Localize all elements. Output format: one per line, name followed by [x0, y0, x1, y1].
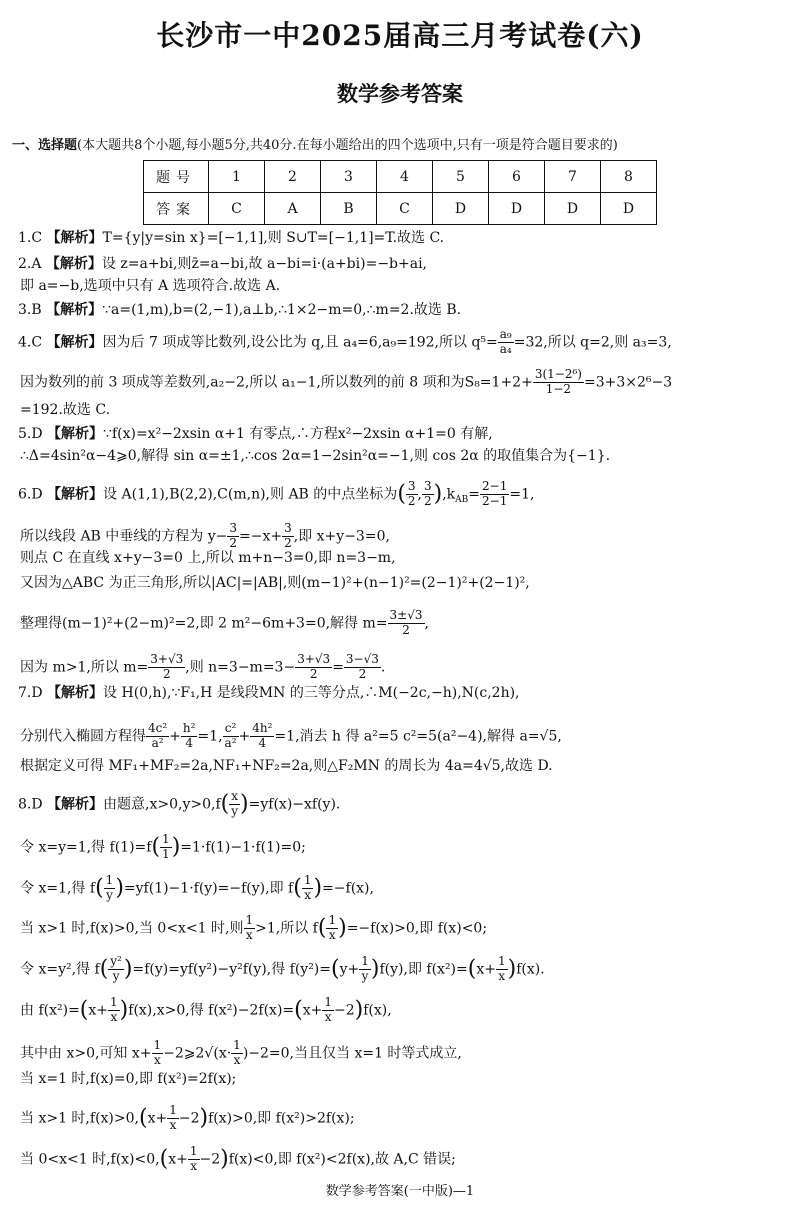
solution-q7-line3: 根据定义可得 MF₁+MF₂=2a,NF₁+NF₂=2a,则△F₂MN 的周长为 4a=4√5,故选 D.	[20, 758, 553, 774]
solution-q4-line2: 因为数列的前 3 项成等差数列,a₂−2,所以 a₁−1,所以数列的前 8 项和为S₈=1+2+ $\frac{\text{3(1−2⁶)}}{1-2}$ =3+3×2⁶−3	[20, 367, 673, 396]
solution-q3: 3.B 【解析】∵a=(1,m),b=(2,−1),a⊥b,∴1×2−m=0,∴m=2.故选 B.	[18, 302, 462, 318]
answer-table-row-numbers	[144, 161, 657, 193]
fraction: $\frac{\text{a₉}}{\text{a₄}}$	[499, 327, 512, 356]
solution-q8-line8: 当 x=1 时,f(x)=0,即 f(x²)=2f(x);	[20, 1071, 237, 1087]
answer-cell: B	[321, 193, 377, 225]
question-number-cell: 2	[265, 161, 321, 193]
question-number-cell: 5	[433, 161, 489, 193]
solution-q8-line9: 当 x>1 时,f(x)>0,(x+ $\frac{1}{x}$ −2)f(x)>0,即 f(x²)>2f(x);	[20, 1103, 355, 1132]
solution-q8: 8.D 【解析】由题意,x>0,y>0,f( $\frac{x}{y}$ )=yf(x)−xf(y).	[18, 789, 341, 818]
page-subtitle: 数学参考答案	[337, 82, 463, 106]
solution-q5-line2: ∴Δ=4sin²α−4⩾0,解得 sin α=±1,∴cos 2α=1−2sin²α=−1,则 cos 2α 的取值集合为{−1}.	[20, 448, 611, 464]
solution-q5: 5.D 【解析】∵f(x)=x²−2xsin α+1 有零点,∴方程x²−2xsin α+1=0 有解,	[18, 426, 493, 442]
solution-q6-line5: 整理得(m−1)²+(2−m)²=2,即 2 m²−6m+3=0,解得 m= $\frac{3\pm√3}{2}$ ,	[20, 608, 429, 637]
answer-cell: D	[545, 193, 601, 225]
fraction: $\frac{\text{3(1−2⁶)}}{1-2}$	[534, 367, 582, 396]
table-header-cell: 题号	[144, 161, 209, 193]
answer-cell: C	[209, 193, 265, 225]
solution-q6-line4: 又因为△ABC 为正三角形,所以|AC|=|AB|,则(m−1)²+(n−1)²=(2−1)²+(2−1)²,	[20, 575, 530, 591]
answer-cell: D	[601, 193, 657, 225]
table-header-cell: 答案	[144, 193, 209, 225]
analysis-tag: 【解析】	[46, 334, 103, 351]
solution-q4-line3: =192.故选 C.	[20, 402, 111, 418]
question-number-cell: 6	[489, 161, 545, 193]
analysis-tag: 【解析】	[47, 486, 104, 503]
solution-q2-line2: 即 a=−b,选项中只有 A 选项符合.故选 A.	[20, 278, 281, 294]
question-number-cell: 7	[545, 161, 601, 193]
analysis-tag: 【解析】	[47, 426, 104, 442]
question-number-cell: 1	[209, 161, 265, 193]
solution-q8-line5: 令 x=y²,得 f( $\frac{\text{y²}}{y}$ )=f(y)=yf(y²)−y²f(y),得 f(y²)=(y+ $\frac{1}{y}$ )f(y),即 f(x²)=(x+ $\frac{1}{x}$ )f(x).	[20, 954, 545, 983]
question-number-cell: 4	[377, 161, 433, 193]
solution-q7-line2: 分别代入椭圆方程得 $\frac{\text{4c²}}{\text{a²}}$ + $\frac{\text{h²}}{4}$ =1, $\frac{\text{c²}}{\text{a²}}$ + $\frac{\text{4h²}}{4}$ =1,消去 h 得 a²=5 c²=5(a²−4),解得 a=√5,	[20, 721, 562, 750]
question-number-cell: 8	[601, 161, 657, 193]
analysis-tag: 【解析】	[46, 230, 103, 246]
answer-table-row-answers	[144, 193, 657, 225]
analysis-tag: 【解析】	[47, 685, 104, 701]
solution-q8-line6: 由 f(x²)=(x+ $\frac{1}{x}$ )f(x),x>0,得 f(x²)−2f(x)=(x+ $\frac{1}{x}$ −2)f(x),	[20, 995, 392, 1024]
analysis-tag: 【解析】	[47, 796, 104, 813]
solution-q4: 4.C 【解析】因为后 7 项成等比数列,设公比为 q,且 a₄=6,a₉=192,所以 q⁵= $\frac{\text{a₉}}{\text{a₄}}$ =32,所以 q=2,则 a₃=3,	[18, 327, 672, 356]
solution-q6-line2: 所以线段 AB 中垂线的方程为 y− $\frac{3}{2}$ =−x+ $\frac{3}{2}$ ,即 x+y−3=0,	[20, 521, 390, 550]
answer-cell: C	[377, 193, 433, 225]
solution-q8-line3: 令 x=1,得 f( $\frac{1}{y}$ )=yf(1)−1·f(y)=−f(y),即 f( $\frac{1}{x}$ )=−f(x),	[20, 873, 374, 902]
solution-q6-line3: 则点 C 在直线 x+y−3=0 上,所以 m+n−3=0,即 n=3−m,	[20, 550, 396, 566]
analysis-tag: 【解析】	[45, 256, 102, 272]
solution-q8-line4: 当 x>1 时,f(x)>0,当 0<x<1 时,则 $\frac{1}{x}$ >1,所以 f( $\frac{1}{x}$ )=−f(x)>0,即 f(x)<0;	[20, 913, 488, 942]
solution-q6-line6: 因为 m>1,所以 m= $\frac{3+√3}{2}$ ,则 n=3−m=3− $\frac{3+√3}{2}$ = $\frac{3-√3}{2}$ .	[20, 652, 386, 681]
solution-q2: 2.A 【解析】设 z=a+bi,则z̄=a−bi,故 a−bi=i·(a+bi)=−b+ai,	[18, 256, 428, 272]
solution-q7: 7.D 【解析】设 H(0,h),∵F₁,H 是线段MN 的三等分点,∴M(−2c,−h),N(c,2h),	[18, 685, 520, 701]
solution-q1: 1.C 【解析】T={y|y=sin x}=[−1,1],则 S∪T=[−1,1]=T.故选 C.	[18, 230, 445, 246]
section-label: 一、选择题	[12, 138, 78, 153]
solution-q6: 6.D 【解析】设 A(1,1),B(2,2),C(m,n),则 AB 的中点坐标为( $\frac{3}{2}$ , $\frac{3}{2}$ )$,k_{AB}=$ $\frac{2-1}{2-1}$ =1,	[18, 479, 535, 508]
solution-q8-line7: 其中由 x>0,可知 x+ $\frac{1}{x}$ −2⩾2√(x· $\frac{1}{x}$ )−2=0,当且仅当 x=1 时等式成立,	[20, 1038, 462, 1067]
question-number-cell: 3	[321, 161, 377, 193]
section-heading	[12, 134, 792, 153]
section-description: (本大题共8个小题,每小题5分,共40分.在每小题给出的四个选项中,只有一项是符合题目要求的)	[77, 138, 618, 153]
answer-cell: A	[265, 193, 321, 225]
page-footer: 数学参考答案(一中版)—1	[325, 1184, 475, 1199]
solution-q8-line10: 当 0<x<1 时,f(x)<0,(x+ $\frac{1}{x}$ −2)f(x)<0,即 f(x²)<2f(x),故 A,C 错误;	[20, 1144, 456, 1173]
analysis-tag: 【解析】	[46, 302, 103, 318]
answer-table	[143, 160, 657, 225]
page-title: 长沙市一中2025届高三月考试卷(六)	[156, 19, 644, 52]
answer-cell: D	[433, 193, 489, 225]
answer-cell: D	[489, 193, 545, 225]
solution-q8-line2: 令 x=y=1,得 f(1)=f( $\frac{1}{1}$ )=1·f(1)−1·f(1)=0;	[20, 832, 306, 861]
